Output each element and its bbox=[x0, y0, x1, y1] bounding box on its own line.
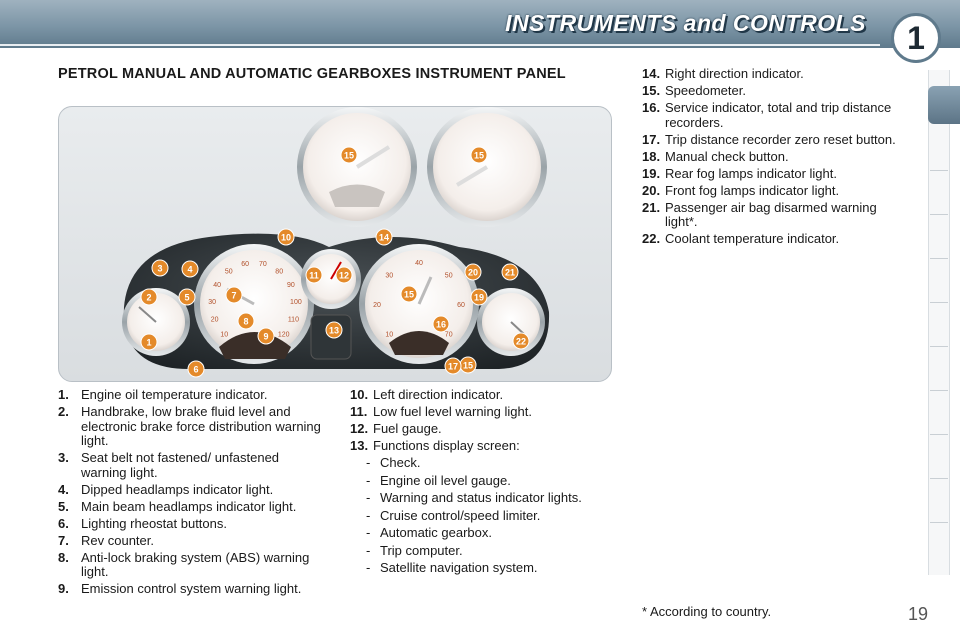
dial-scale-label: 60 bbox=[457, 302, 465, 309]
callout-marker bbox=[433, 316, 449, 332]
subitem-text: Warning and status indicator lights. bbox=[380, 490, 582, 505]
subitem-text: Automatic gearbox. bbox=[380, 525, 493, 540]
legend-item-text: Emission control system warning light. bbox=[81, 581, 302, 596]
dial-scale-label: 110 bbox=[287, 316, 299, 324]
footnote: * According to country. bbox=[642, 604, 772, 619]
legend-item-number: 7. bbox=[58, 532, 69, 548]
legend-item-text: Left direction indicator. bbox=[373, 387, 504, 402]
callout-number: 7 bbox=[231, 290, 237, 301]
legend-item bbox=[350, 388, 600, 403]
legend-item-text: Speedometer. bbox=[665, 83, 746, 98]
page-header-title: INSTRUMENTS and CONTROLS bbox=[505, 10, 866, 36]
legend-item-number: 22. bbox=[642, 231, 661, 246]
callout-marker bbox=[179, 289, 195, 305]
callout-number: 14 bbox=[378, 232, 390, 243]
legend-item-text: Fuel gauge. bbox=[373, 421, 442, 436]
callout-marker bbox=[141, 334, 157, 350]
functions-display-subitem bbox=[350, 509, 600, 524]
callout-marker bbox=[258, 328, 274, 344]
side-tab-divider bbox=[930, 214, 948, 215]
legend-item-text: Handbrake, low brake fluid level and electronic brake force distribution warning light. bbox=[81, 404, 321, 448]
page-number: 19 bbox=[908, 604, 929, 624]
instrument-panel-illustration bbox=[58, 106, 612, 382]
legend-item-number: 10. bbox=[350, 387, 369, 402]
legend-item-number: 20. bbox=[642, 182, 661, 198]
callout-marker bbox=[336, 267, 352, 283]
side-tab-divider bbox=[930, 302, 948, 303]
legend-item-text: Dipped headlamps indicator light. bbox=[81, 481, 274, 497]
legend-item-number: 3. bbox=[58, 450, 69, 465]
legend-item bbox=[642, 232, 907, 247]
legend-item-text: Right direction indicator. bbox=[665, 66, 804, 81]
legend-item-text: Coolant temperature indicator. bbox=[665, 231, 840, 246]
legend-list-column-1 bbox=[58, 388, 328, 599]
legend-item-number: 8. bbox=[58, 549, 69, 565]
legend-item bbox=[642, 150, 907, 165]
legend-item-text: Engine oil temperature indicator. bbox=[81, 387, 268, 402]
callout-number: 13 bbox=[328, 325, 340, 336]
callout-marker bbox=[182, 261, 198, 277]
subitem-text: Trip computer. bbox=[380, 542, 463, 558]
legend-item-number: 15. bbox=[642, 83, 661, 98]
dial-scale-label: 20 bbox=[373, 302, 381, 309]
side-tab-divider bbox=[930, 346, 948, 347]
callout-marker bbox=[513, 333, 529, 349]
legend-item bbox=[58, 500, 328, 515]
callout-marker bbox=[152, 260, 168, 276]
legend-item-number: 5. bbox=[58, 498, 69, 514]
subitem-text: Check. bbox=[380, 455, 421, 470]
dial-scale-label: 100 bbox=[290, 299, 302, 306]
callout-number: 15 bbox=[462, 360, 474, 371]
legend-item bbox=[350, 439, 600, 454]
section-title: PETROL MANUAL AND AUTOMATIC GEARBOXES INSTRUMENT PANEL bbox=[58, 66, 566, 82]
legend-item-text: Service indicator, total and trip distance recorders. bbox=[665, 100, 892, 130]
subitem-text: Satellite navigation system. bbox=[380, 560, 538, 575]
side-tab-divider bbox=[930, 478, 948, 479]
callout-number: 19 bbox=[473, 292, 485, 303]
legend-item-number: 16. bbox=[642, 100, 661, 115]
legend-list-column-2 bbox=[350, 388, 600, 579]
legend-item-text: Functions display screen: bbox=[373, 438, 520, 453]
chapter-number-badge: 1 bbox=[891, 13, 941, 63]
chapter-side-tab-active[interactable] bbox=[928, 86, 960, 124]
legend-item bbox=[58, 405, 328, 449]
legend-item bbox=[58, 388, 328, 403]
legend-item bbox=[642, 133, 907, 148]
chapter-side-rail bbox=[928, 70, 950, 575]
callout-number: 16 bbox=[435, 319, 447, 330]
callout-number: 6 bbox=[193, 364, 199, 375]
legend-item-text: Rev counter. bbox=[81, 532, 154, 548]
dial-scale-label: 30 bbox=[208, 299, 216, 306]
legend-item bbox=[642, 84, 907, 99]
callout-number: 3 bbox=[157, 263, 163, 274]
callout-marker bbox=[278, 229, 294, 245]
subitem-text: Cruise control/speed limiter. bbox=[380, 507, 541, 523]
callout-marker bbox=[471, 147, 487, 163]
legend-item-text: Passenger air bag disarmed warning light*. bbox=[665, 199, 877, 229]
functions-display-sublist bbox=[350, 456, 600, 576]
dial-scale-label: 60 bbox=[241, 261, 249, 268]
dial-scale-label: 10 bbox=[220, 331, 229, 339]
legend-item-text: Rear fog lamps indicator light. bbox=[665, 165, 837, 181]
legend-item-number: 13. bbox=[350, 438, 369, 453]
legend-item bbox=[350, 422, 600, 437]
legend-item bbox=[58, 517, 328, 532]
legend-item-number: 11. bbox=[350, 404, 368, 419]
callout-number: 15 bbox=[343, 150, 355, 161]
legend-item-number: 4. bbox=[58, 481, 69, 497]
subitem-dash: - bbox=[366, 455, 371, 470]
legend-item-text: Main beam headlamps indicator light. bbox=[81, 498, 297, 514]
subitem-dash: - bbox=[366, 490, 371, 505]
legend-item-number: 6. bbox=[58, 515, 69, 531]
dial-scale-label: 70 bbox=[444, 331, 453, 339]
callout-marker bbox=[306, 267, 322, 283]
dial-scale-label: 120 bbox=[277, 331, 290, 339]
callout-number: 21 bbox=[504, 267, 516, 278]
subitem-dash: - bbox=[366, 525, 371, 540]
dial-scale-label: 70 bbox=[259, 261, 267, 268]
upper-speedometer-dial bbox=[427, 107, 547, 227]
legend-item-text: Seat belt not fastened/ unfastened warning light. bbox=[81, 450, 280, 480]
legend-item-text: Lighting rheostat buttons. bbox=[81, 515, 227, 531]
callout-marker bbox=[326, 322, 342, 338]
callout-marker bbox=[460, 357, 476, 373]
legend-item bbox=[58, 551, 328, 580]
callout-marker bbox=[465, 264, 481, 280]
dial-scale-label: 30 bbox=[385, 272, 394, 280]
subitem-dash: - bbox=[366, 507, 371, 523]
subitem-dash: - bbox=[366, 560, 371, 575]
legend-item-number: 19. bbox=[642, 165, 661, 181]
subitem-dash: - bbox=[366, 542, 371, 558]
subitem-dash: - bbox=[366, 472, 371, 488]
header-rule bbox=[0, 44, 880, 46]
legend-item-number: 17. bbox=[642, 131, 661, 147]
callout-marker bbox=[226, 287, 242, 303]
callout-marker bbox=[188, 361, 204, 377]
legend-list-column-3 bbox=[642, 67, 907, 249]
callout-marker bbox=[141, 289, 157, 305]
legend-item-text: Manual check button. bbox=[665, 148, 789, 164]
legend-item bbox=[642, 201, 907, 230]
callout-marker bbox=[471, 289, 487, 305]
legend-item-number: 12. bbox=[350, 421, 369, 436]
functions-display-subitem bbox=[350, 544, 600, 559]
callout-marker bbox=[238, 313, 254, 329]
legend-item bbox=[642, 67, 907, 82]
callout-number: 20 bbox=[467, 267, 479, 278]
callout-number: 4 bbox=[187, 264, 193, 275]
upper-rev-counter-dial bbox=[297, 107, 417, 227]
legend-item-text: Anti-lock braking system (ABS) warning light. bbox=[81, 549, 310, 579]
callout-number: 22 bbox=[515, 336, 527, 347]
callout-number: 1 bbox=[146, 337, 152, 348]
callout-marker bbox=[401, 286, 417, 302]
callout-number: 12 bbox=[338, 270, 350, 281]
legend-item bbox=[642, 184, 907, 199]
callout-number: 15 bbox=[473, 150, 485, 161]
functions-display-subitem bbox=[350, 456, 600, 471]
legend-item-number: 18. bbox=[642, 148, 661, 164]
dial-scale-label: 20 bbox=[210, 316, 219, 324]
callout-number: 17 bbox=[447, 361, 459, 372]
callout-number: 2 bbox=[146, 292, 152, 303]
callout-marker bbox=[341, 147, 357, 163]
dial-scale-label: 50 bbox=[444, 272, 453, 280]
dial-scale-label: 50 bbox=[224, 268, 233, 276]
legend-item-text: Front fog lamps indicator light. bbox=[665, 182, 840, 198]
side-tab-divider bbox=[930, 258, 948, 259]
legend-item bbox=[58, 582, 328, 597]
legend-item-number: 2. bbox=[58, 404, 69, 419]
functions-display-subitem bbox=[350, 526, 600, 541]
legend-item bbox=[58, 534, 328, 549]
dial-scale-label: 90 bbox=[287, 281, 295, 289]
callout-number: 10 bbox=[280, 232, 292, 243]
functions-display-subitem bbox=[350, 561, 600, 576]
legend-item-text: Trip distance recorder zero reset button. bbox=[665, 131, 896, 147]
functions-display-subitem bbox=[350, 491, 600, 506]
callout-number: 9 bbox=[263, 331, 269, 342]
callout-number: 11 bbox=[309, 270, 319, 281]
callout-marker bbox=[502, 264, 518, 280]
callout-number: 5 bbox=[184, 292, 190, 303]
legend-item bbox=[58, 483, 328, 498]
instrument-panel-svg bbox=[59, 107, 611, 381]
legend-item-number: 21. bbox=[642, 199, 661, 215]
callout-marker bbox=[445, 358, 461, 374]
side-tab-divider bbox=[930, 170, 948, 171]
dial-scale-label: 10 bbox=[385, 331, 394, 339]
legend-item-number: 1. bbox=[58, 387, 69, 402]
callout-number: 8 bbox=[243, 316, 249, 327]
callout-number: 15 bbox=[403, 289, 415, 300]
side-tab-divider bbox=[930, 434, 948, 435]
legend-item-text: Low fuel level warning light. bbox=[373, 404, 532, 419]
side-tab-divider bbox=[930, 390, 948, 391]
dial-scale-label: 80 bbox=[275, 268, 284, 276]
legend-item bbox=[58, 451, 328, 480]
dial-scale-label: 40 bbox=[415, 260, 423, 267]
side-tab-divider bbox=[930, 522, 948, 523]
legend-item bbox=[642, 167, 907, 182]
dial-scale-label: 40 bbox=[213, 281, 221, 289]
functions-display-subitem bbox=[350, 474, 600, 489]
legend-item bbox=[642, 101, 907, 130]
legend-item-number: 14. bbox=[642, 66, 661, 81]
legend-item bbox=[350, 405, 600, 420]
subitem-text: Engine oil level gauge. bbox=[380, 472, 511, 488]
callout-marker bbox=[376, 229, 392, 245]
legend-item-number: 9. bbox=[58, 581, 69, 596]
